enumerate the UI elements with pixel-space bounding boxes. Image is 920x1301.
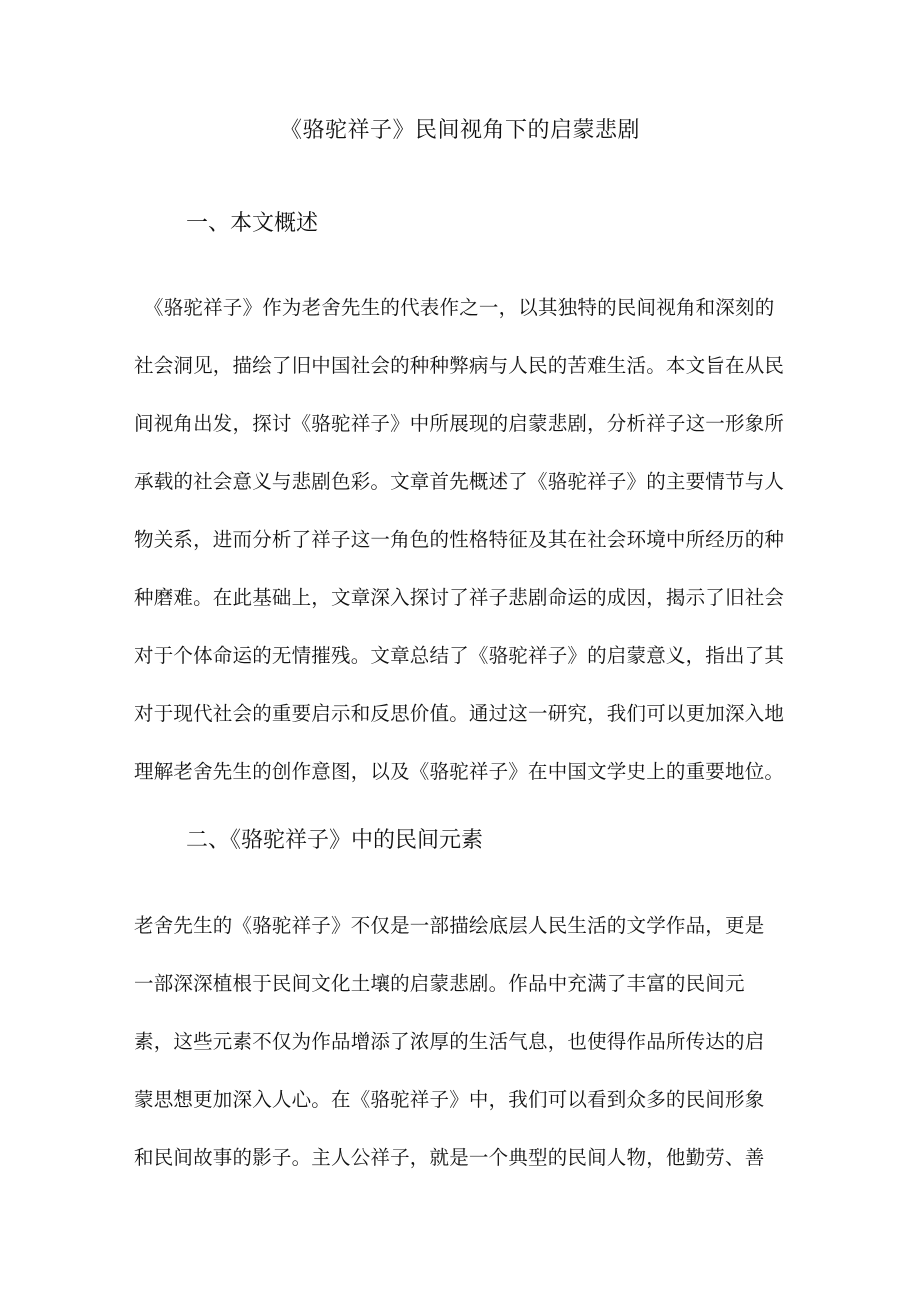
paragraph-line: 一部深深植根于民间文化土壤的启蒙悲剧。作品中充满了丰富的民间元	[134, 972, 745, 995]
section-heading-overview: 一、本文概述	[186, 211, 319, 236]
paragraph-line: 理解老舍先生的创作意图，以及《骆驼祥子》在中国文学史上的重要地位。	[134, 760, 785, 783]
document-title: 《骆驼祥子》民间视角下的启蒙悲剧	[279, 118, 640, 143]
paragraph-line: 承载的社会意义与悲剧色彩。文章首先概述了《骆驼祥子》的主要情节与人	[134, 470, 785, 493]
paragraph-line: 老舍先生的《骆驼祥子》不仅是一部描绘底层人民生活的文学作品，更是	[134, 914, 765, 937]
paragraph-line: 对于现代社会的重要启示和反思价值。通过这一研究，我们可以更加深入地	[134, 702, 785, 725]
paragraph-line: 种磨难。在此基础上，文章深入探讨了祥子悲剧命运的成因，揭示了旧社会	[134, 586, 785, 609]
paragraph-folk-elements	[134, 897, 794, 1187]
paragraph-line: 《骆驼祥子》作为老舍先生的代表作之一，以其独特的民间视角和深刻的	[144, 296, 775, 319]
paragraph-line: 间视角出发，探讨《骆驼祥子》中所展现的启蒙悲剧，分析祥子这一形象所	[134, 412, 785, 435]
section-heading-folk-elements: 二、《骆驼祥子》中的民间元素	[186, 828, 484, 853]
paragraph-line: 社会洞见，描绘了旧中国社会的种种弊病与人民的苦难生活。本文旨在从民	[134, 354, 785, 377]
paragraph-line: 和民间故事的影子。主人公祥子，就是一个典型的民间人物，他勤劳、善	[134, 1146, 765, 1169]
paragraph-line: 对于个体命运的无情摧残。文章总结了《骆驼祥子》的启蒙意义，指出了其	[134, 644, 785, 667]
paragraph-overview	[134, 279, 794, 801]
paragraph-line: 素，这些元素不仅为作品增添了浓厚的生活气息，也使得作品所传达的启	[134, 1030, 765, 1053]
paragraph-line: 蒙思想更加深入人心。在《骆驼祥子》中，我们可以看到众多的民间形象	[134, 1088, 765, 1111]
paragraph-line: 物关系，进而分析了祥子这一角色的性格特征及其在社会环境中所经历的种	[134, 528, 785, 551]
